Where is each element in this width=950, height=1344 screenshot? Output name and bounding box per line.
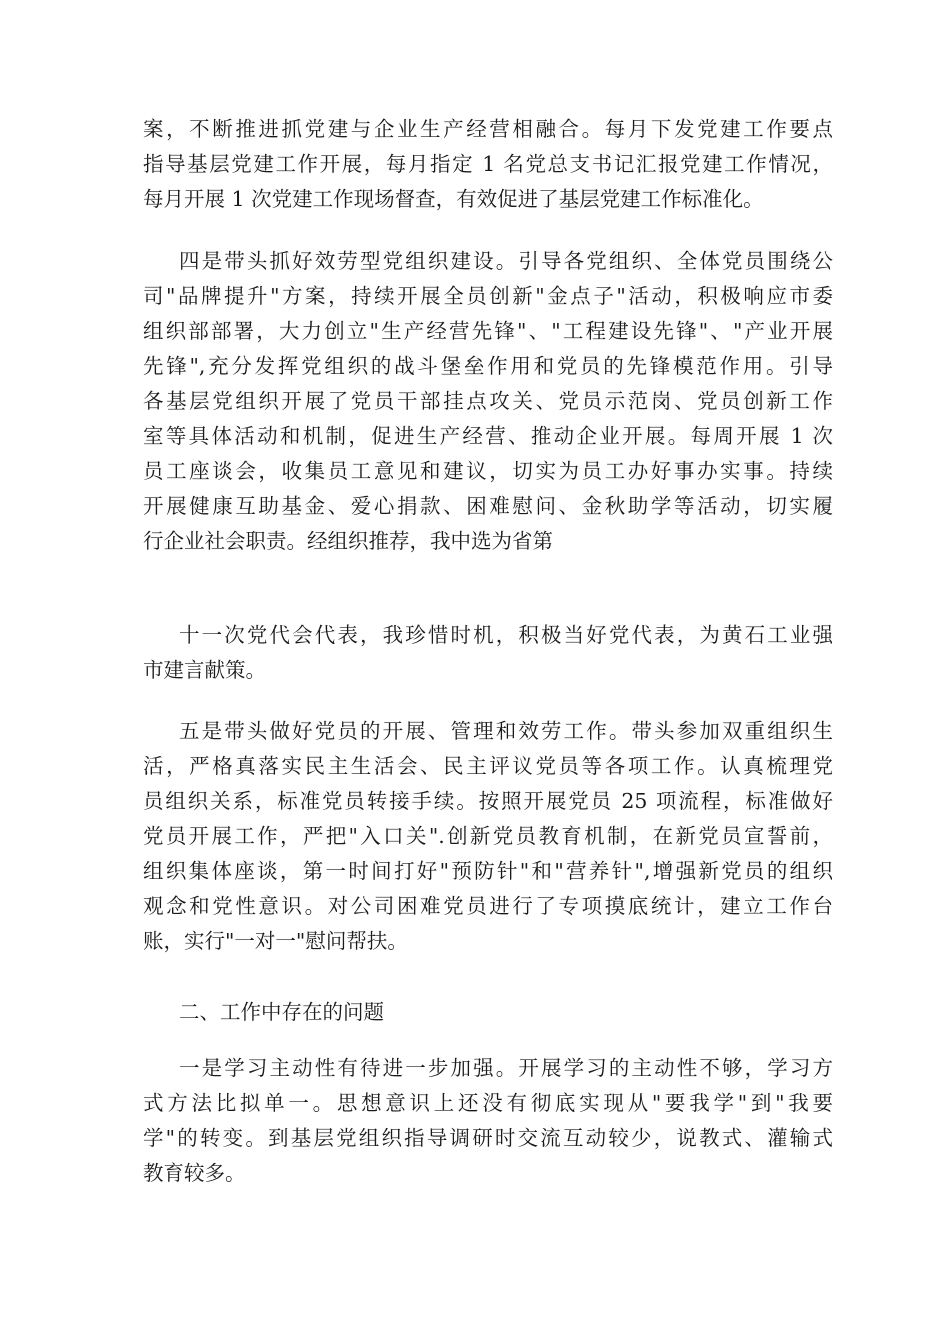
text-line: 观念和党性意识。对公司困难党员进行了专项摸底统计，建立工作台 [143, 894, 833, 918]
text-line: 五是带头做好党员的开展、管理和效劳工作。带头参加双重组织生 [179, 719, 833, 743]
heading-line: 二、工作中存在的问题 [179, 1000, 384, 1024]
section-heading [143, 995, 833, 1030]
text-line: 教育较多。 [143, 1161, 246, 1185]
paragraph-p3 [143, 618, 833, 688]
text-line: 司"品牌提升"方案，持续开展全员创新"金点子"活动，积极响应市委 [143, 284, 833, 308]
text-line: 式方法比拟单一。思想意识上还没有彻底实现从"要我学"到"我要 [143, 1091, 833, 1115]
text-line: 员工座谈会，收集员工意见和建议，切实为员工办好事办实事。持续 [143, 459, 833, 483]
text-line: 学"的转变。到基层党组织指导调研时交流互动较少，说教式、灌输式 [143, 1126, 833, 1150]
text-line: 开展健康互助基金、爱心捐款、困难慰问、金秋助学等活动，切实履 [143, 494, 833, 518]
text-line: 党员开展工作，严把"入口关".创新党员教育机制，在新党员宣誓前， [143, 824, 833, 848]
text-line: 指导基层党建工作开展，每月指定 1 名党总支书记汇报党建工作情况， [143, 152, 833, 176]
text-line: 先锋",充分发挥党组织的战斗堡垒作用和党员的先锋模范作用。引导 [143, 354, 833, 378]
paragraph-p1 [143, 112, 833, 217]
text-line: 每月开展 1 次党建工作现场督查，有效促进了基层党建工作标准化。 [143, 187, 764, 211]
paragraph-p2 [143, 244, 833, 559]
text-line: 账，实行"一对一"慰问帮扶。 [143, 929, 408, 953]
text-line: 室等具体活动和机制，促进生产经营、推动企业开展。每周开展 1 次 [143, 424, 833, 448]
text-line: 案，不断推进抓党建与企业生产经营相融合。每月下发党建工作要点 [143, 117, 833, 141]
paragraph-p6 [143, 1051, 833, 1191]
text-line: 行企业社会职责。经组织推荐，我中选为省第 [143, 529, 553, 553]
text-line: 四是带头抓好效劳型党组织建设。引导各党组织、全体党员围绕公 [179, 249, 833, 273]
text-line: 员组织关系，标准党员转接手续。按照开展党员 25 项流程，标准做好 [143, 789, 833, 813]
paragraph-p4 [143, 714, 833, 959]
text-line: 组织部部署，大力创立"生产经营先锋"、"工程建设先锋"、"产业开展 [143, 319, 833, 343]
text-line: 市建言献策。 [143, 658, 266, 682]
text-line: 十一次党代会代表，我珍惜时机，积极当好党代表，为黄石工业强 [179, 623, 833, 647]
text-line: 各基层党组织开展了党员干部挂点攻关、党员示范岗、党员创新工作 [143, 389, 833, 413]
text-line: 组织集体座谈，第一时间打好"预防针"和"营养针",增强新党员的组织 [143, 859, 833, 883]
text-line: 活，严格真落实民主生活会、民主评议党员等各项工作。认真梳理党 [143, 754, 833, 778]
text-line: 一是学习主动性有待进一步加强。开展学习的主动性不够，学习方 [179, 1056, 833, 1080]
